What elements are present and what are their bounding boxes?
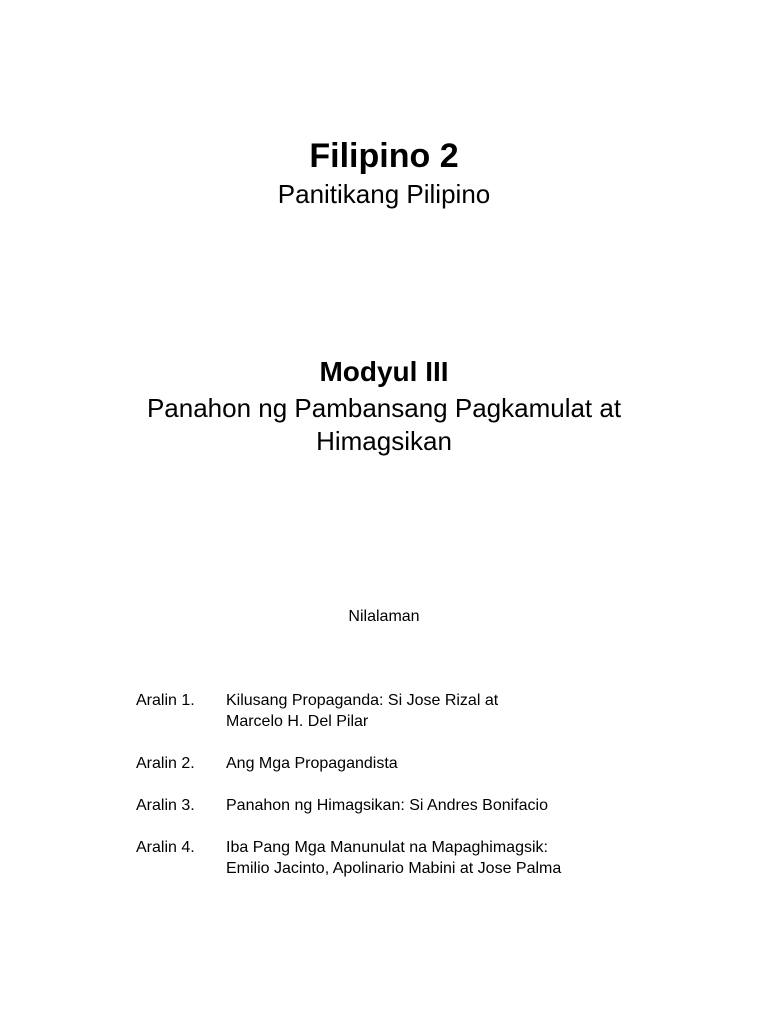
lesson-title [226, 753, 696, 774]
contents-heading: Nilalaman [348, 608, 420, 625]
lesson-title [226, 795, 696, 816]
lesson-item-3 [136, 795, 696, 816]
lesson-list [136, 690, 696, 879]
lesson-label: Aralin 2. [136, 755, 195, 772]
lesson-title [226, 837, 696, 879]
lesson-title-line-2: Emilio Jacinto, Apolinario Mabini at Jose Palma [226, 860, 562, 877]
lesson-title-line-2: Marcelo H. Del Pilar [226, 713, 369, 730]
lesson-title [226, 690, 696, 732]
course-title: Filipino 2 [309, 137, 459, 175]
lesson-title-line-1: Kilusang Propaganda: Si Jose Rizal at [226, 692, 499, 709]
lesson-title-line-1: Ang Mga Propagandista [226, 755, 398, 772]
lesson-item-4 [136, 837, 696, 879]
module-title: Modyul III [319, 356, 449, 387]
lesson-label: Aralin 4. [136, 839, 195, 856]
lesson-label: Aralin 1. [136, 692, 195, 709]
module-subtitle [84, 392, 684, 458]
lesson-item-1 [136, 690, 696, 732]
module-subtitle-line-1: Panahon ng Pambansang Pagkamulat at [146, 393, 622, 423]
module-subtitle-line-2: Himagsikan [316, 426, 452, 456]
lesson-item-2 [136, 753, 696, 774]
lesson-title-line-1: Panahon ng Himagsikan: Si Andres Bonifacio [226, 797, 548, 814]
lesson-label: Aralin 3. [136, 797, 195, 814]
lesson-title-line-1: Iba Pang Mga Manunulat na Mapaghimagsik: [226, 839, 548, 856]
course-subtitle: Panitikang Pilipino [277, 179, 491, 209]
